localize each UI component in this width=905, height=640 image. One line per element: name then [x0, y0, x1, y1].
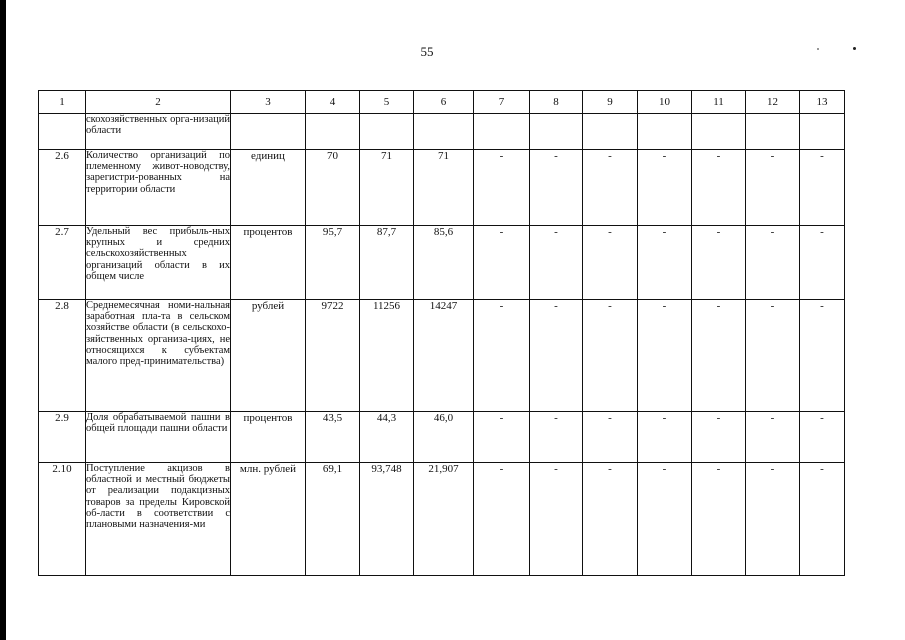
- value-col11: -: [692, 226, 746, 300]
- table-row: [39, 300, 845, 412]
- value-col7: -: [474, 463, 530, 576]
- value-col9: -: [583, 463, 638, 576]
- value-col8: -: [530, 412, 583, 463]
- table-cell: [414, 114, 474, 150]
- unit-cell: процентов: [231, 412, 306, 463]
- indicator-name: Количество организаций по племенному живот-новодству, зарегистри-рованных на территории области: [86, 150, 231, 226]
- value-col13: -: [800, 226, 845, 300]
- page-number: 55: [420, 44, 434, 59]
- unit-cell: единиц: [231, 150, 306, 226]
- value-col7: -: [474, 226, 530, 300]
- table-cell: [746, 114, 800, 150]
- value-col13: -: [800, 463, 845, 576]
- value-col13: -: [800, 412, 845, 463]
- value-col4: 95,7: [306, 226, 360, 300]
- scan-edge-bar: [0, 0, 6, 640]
- row-number: 2.6: [39, 150, 86, 226]
- column-header: 12: [746, 91, 800, 114]
- column-header: 3: [231, 91, 306, 114]
- table-header-row: [39, 91, 845, 114]
- value-col12: -: [746, 412, 800, 463]
- continuation-text: скохозяйственных орга-низаций области: [86, 114, 231, 150]
- value-col4: 9722: [306, 300, 360, 412]
- value-col5: 93,748: [360, 463, 414, 576]
- row-number: 2.7: [39, 226, 86, 300]
- value-col11: -: [692, 412, 746, 463]
- table-cell: [800, 114, 845, 150]
- column-header: 4: [306, 91, 360, 114]
- indicator-name: Поступление акцизов в областной и местный бюджеты от реализации подакцизных товаров за пределы Кировской об-ласти в соответствии с плановыми назначения-ми: [86, 463, 231, 576]
- table-cell: [231, 114, 306, 150]
- column-header: 11: [692, 91, 746, 114]
- value-col9: -: [583, 150, 638, 226]
- table-row: [39, 463, 845, 576]
- table-row: [39, 150, 845, 226]
- value-col11: -: [692, 463, 746, 576]
- value-col4: 70: [306, 150, 360, 226]
- value-col10: -: [638, 150, 692, 226]
- table-cell: [306, 114, 360, 150]
- value-col6: 21,907: [414, 463, 474, 576]
- value-col10: -: [638, 300, 692, 412]
- unit-cell: млн. рублей: [231, 463, 306, 576]
- value-col8: -: [530, 463, 583, 576]
- value-col13: -: [800, 150, 845, 226]
- value-col11: -: [692, 300, 746, 412]
- column-header: 8: [530, 91, 583, 114]
- value-col12: -: [746, 226, 800, 300]
- table-cell: [583, 114, 638, 150]
- value-col7: -: [474, 300, 530, 412]
- value-col4: 69,1: [306, 463, 360, 576]
- value-col6: 46,0: [414, 412, 474, 463]
- row-number: 2.8: [39, 300, 86, 412]
- scan-speck: [817, 48, 819, 50]
- value-col6: 14247: [414, 300, 474, 412]
- value-col11: -: [692, 150, 746, 226]
- value-col12: -: [746, 150, 800, 226]
- value-col6: 85,6: [414, 226, 474, 300]
- value-col8: -: [530, 150, 583, 226]
- value-col5: 44,3: [360, 412, 414, 463]
- value-col9: -: [583, 226, 638, 300]
- row-number: 2.9: [39, 412, 86, 463]
- unit-cell: процентов: [231, 226, 306, 300]
- table-cell: [39, 114, 86, 150]
- table-cell: [530, 114, 583, 150]
- value-col7: -: [474, 412, 530, 463]
- table-cell: [692, 114, 746, 150]
- scan-speck: [853, 47, 856, 50]
- value-col8: -: [530, 300, 583, 412]
- value-col7: -: [474, 150, 530, 226]
- indicator-table: [38, 90, 845, 576]
- table-row-continuation: [39, 114, 845, 150]
- row-number: 2.10: [39, 463, 86, 576]
- column-header: 9: [583, 91, 638, 114]
- value-col5: 71: [360, 150, 414, 226]
- value-col12: -: [746, 463, 800, 576]
- value-col10: -: [638, 412, 692, 463]
- table-row: [39, 412, 845, 463]
- table-cell: [360, 114, 414, 150]
- column-header: 6: [414, 91, 474, 114]
- column-header: 13: [800, 91, 845, 114]
- column-header: 1: [39, 91, 86, 114]
- column-header: 2: [86, 91, 231, 114]
- indicator-name: Среднемесячная номи-нальная заработная пла-та в сельском хозяйстве области (в сельскохо-зяйственных организа-циях, не относящихся к субъектам малого пред-принимательства): [86, 300, 231, 412]
- value-col10: -: [638, 226, 692, 300]
- table-cell: [474, 114, 530, 150]
- table-cell: [638, 114, 692, 150]
- value-col5: 87,7: [360, 226, 414, 300]
- value-col9: -: [583, 412, 638, 463]
- column-header: 10: [638, 91, 692, 114]
- table-row: [39, 226, 845, 300]
- column-header: 5: [360, 91, 414, 114]
- value-col9: -: [583, 300, 638, 412]
- value-col8: -: [530, 226, 583, 300]
- value-col10: -: [638, 463, 692, 576]
- value-col6: 71: [414, 150, 474, 226]
- value-col4: 43,5: [306, 412, 360, 463]
- unit-cell: рублей: [231, 300, 306, 412]
- value-col12: -: [746, 300, 800, 412]
- value-col13: -: [800, 300, 845, 412]
- value-col5: 11256: [360, 300, 414, 412]
- indicator-name: Доля обрабатываемой пашни в общей площади пашни области: [86, 412, 231, 463]
- indicator-name: Удельный вес прибыль-ных крупных и средних сельскохозяйственных организаций области в их общем числе: [86, 226, 231, 300]
- column-header: 7: [474, 91, 530, 114]
